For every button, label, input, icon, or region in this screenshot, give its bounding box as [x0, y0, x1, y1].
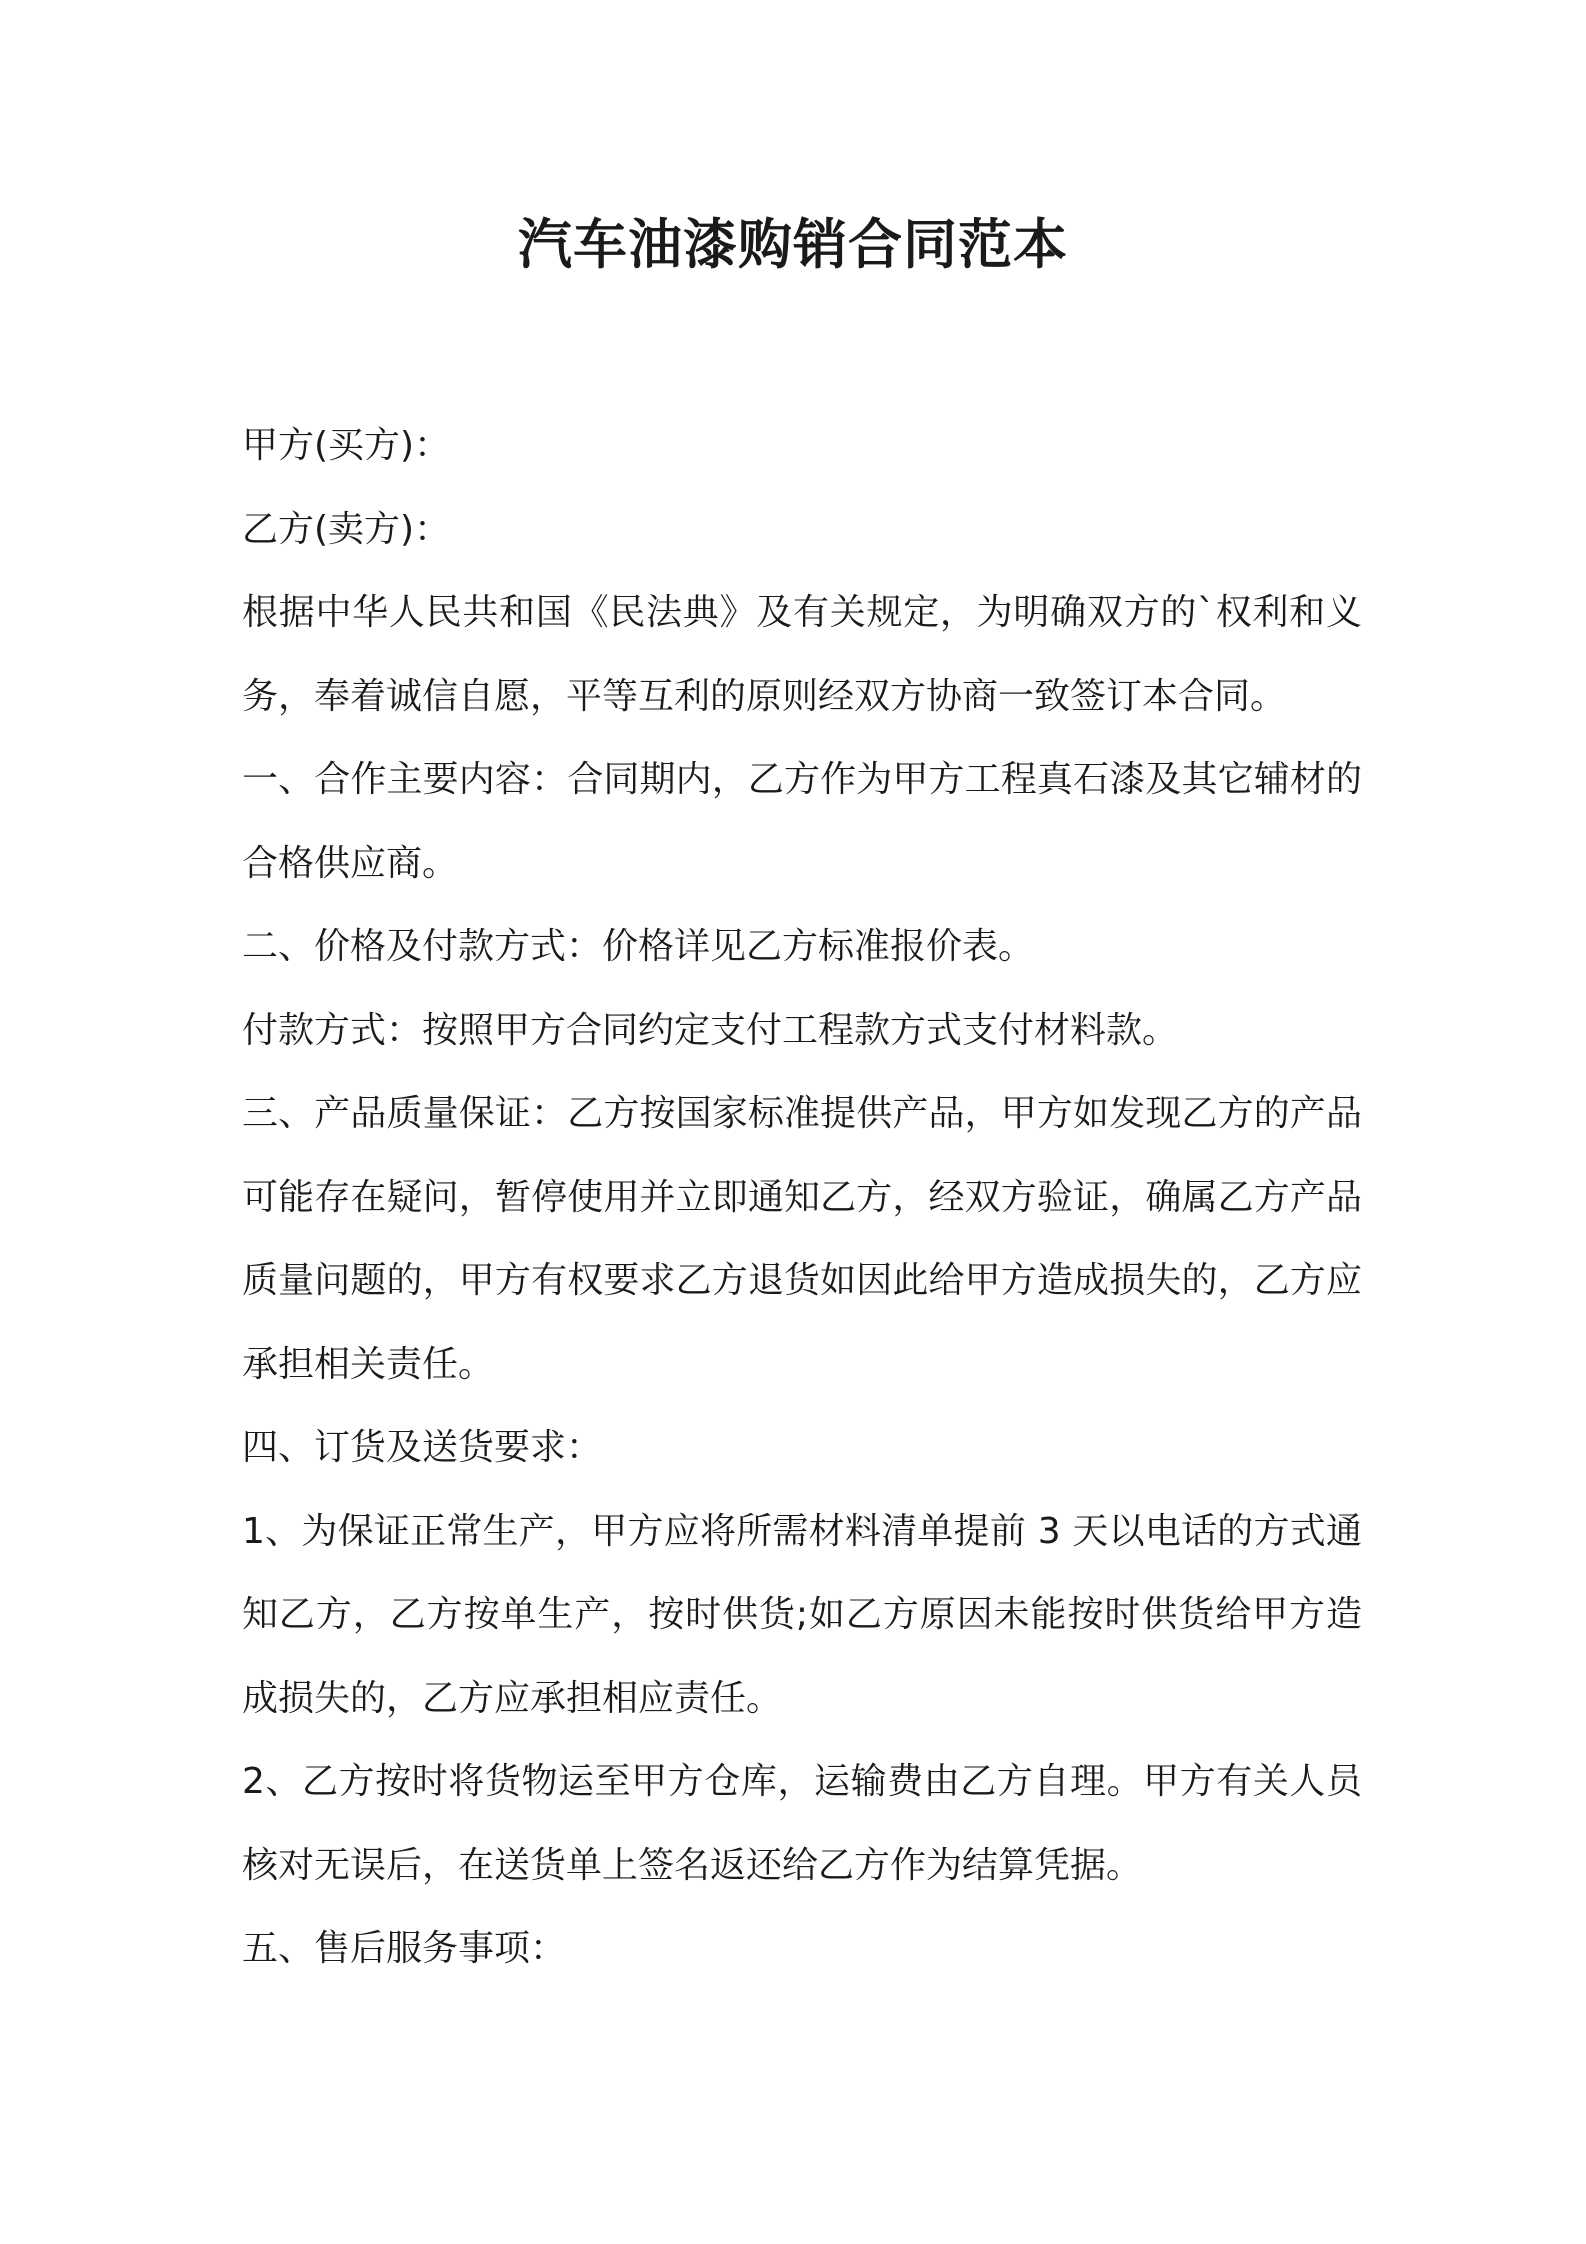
clause-4-item-2: 2、乙方按时将货物运至甲方仓库，运输费由乙方自理。甲方有关人员核对无误后，在送货单上签名返还给乙方作为结算凭据。: [242, 1761, 1362, 1886]
party-a-line: 甲方(买方)：: [242, 425, 451, 466]
preamble-paragraph: 根据中华人民共和国《民法典》及有关规定，为明确双方的`权利和义务，奉着诚信自愿，平等互利的原则经双方协商一致签订本合同。: [242, 592, 1362, 717]
clause-1-cooperation: 一、合作主要内容：合同期内，乙方作为甲方工程真石漆及其它辅材的合格供应商。: [242, 759, 1362, 884]
clause-4-heading: 四、订货及送货要求：: [242, 1427, 603, 1468]
clause-2-payment: 付款方式：按照甲方合同约定支付工程款方式支付材料款。: [242, 1009, 1179, 1051]
clause-4-item-1: 1、为保证正常生产，甲方应将所需材料清单提前 3 天以电话的方式通知乙方，乙方按单生产，按时供货;如乙方原因未能按时供货给甲方造成损失的，乙方应承担相应责任。: [242, 1510, 1362, 1719]
party-b-line: 乙方(卖方)：: [242, 508, 451, 550]
document-title: 汽车油漆购销合同范本: [518, 213, 1068, 276]
clause-5-heading: 五、售后服务事项：: [242, 1928, 567, 1969]
document-body: [242, 404, 1362, 1991]
clause-2-price: 二、价格及付款方式：价格详见乙方标准报价表。: [242, 926, 1035, 967]
clause-3-quality: 三、产品质量保证：乙方按国家标准提供产品，甲方如发现乙方的产品可能存在疑问，暂停使用并立即通知乙方，经双方验证，确属乙方产品质量问题的，甲方有权要求乙方退货如因此给甲方造成损失的，乙方应承担相关责任。: [242, 1093, 1362, 1385]
